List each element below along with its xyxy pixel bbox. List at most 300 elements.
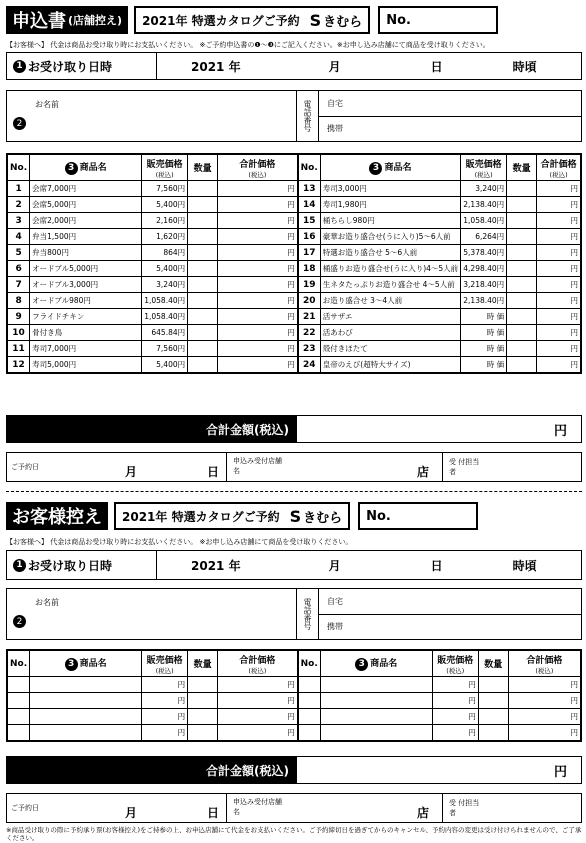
grand-total-field[interactable] bbox=[297, 416, 581, 442]
step-2-icon: 2 bbox=[13, 117, 26, 130]
item-name: 弁当800円 bbox=[30, 245, 142, 261]
order-number-label: No. bbox=[386, 12, 411, 28]
col-total-label: 合計価格 bbox=[540, 159, 577, 170]
item-name-field[interactable] bbox=[320, 677, 432, 693]
item-qty-field[interactable] bbox=[188, 213, 218, 229]
item-qty-field[interactable] bbox=[188, 197, 218, 213]
item-qty-field[interactable] bbox=[507, 197, 537, 213]
copy-reserve-month: 月 bbox=[125, 806, 138, 820]
item-qty-field[interactable] bbox=[188, 181, 218, 197]
item-total-field[interactable]: 円 bbox=[508, 693, 580, 709]
item-qty-field[interactable] bbox=[507, 357, 537, 373]
copy-grand-total-label: 合計金額(税込) bbox=[7, 757, 297, 783]
col-product-label: 商品名 bbox=[79, 659, 107, 670]
col-price-2 bbox=[432, 651, 478, 677]
home-phone-label: 自宅 bbox=[327, 98, 343, 108]
col-qty-2: 数量 bbox=[478, 651, 508, 677]
item-price: 1,058.40円 bbox=[142, 293, 188, 309]
reserve-date-label: ご予約日 bbox=[11, 463, 39, 471]
table-header bbox=[8, 155, 581, 181]
item-total-field[interactable]: 円 bbox=[537, 277, 581, 293]
item-total-field[interactable]: 円 bbox=[537, 293, 581, 309]
item-price-field[interactable]: 円 bbox=[142, 677, 188, 693]
item-no: 6 bbox=[8, 261, 30, 277]
kimura-logo bbox=[290, 507, 343, 526]
copy-table-header bbox=[8, 651, 581, 677]
col-price-label: 販売価格 bbox=[146, 159, 183, 170]
col-qty-2: 数量 bbox=[507, 155, 537, 181]
item-price: 7,560円 bbox=[142, 181, 188, 197]
item-no: 8 bbox=[8, 293, 30, 309]
copy-store-label: 申込み受付店舗名 bbox=[233, 798, 282, 816]
col-total-label: 合計価格 bbox=[526, 655, 563, 666]
item-price-field[interactable]: 円 bbox=[142, 709, 188, 725]
step-3-icon: 3 bbox=[65, 162, 78, 175]
item-total-field[interactable]: 円 bbox=[218, 357, 298, 373]
item-no: 7 bbox=[8, 277, 30, 293]
copy-pickup-label: お受け取り日時 bbox=[28, 558, 113, 573]
col-product bbox=[30, 651, 142, 677]
item-qty-field[interactable] bbox=[507, 325, 537, 341]
copy-reception-footer bbox=[6, 793, 582, 823]
item-no: 10 bbox=[8, 325, 30, 341]
item-price: 5,378.40円 bbox=[461, 245, 507, 261]
item-name: 弁当1,500円 bbox=[30, 229, 142, 245]
col-total-2 bbox=[508, 651, 580, 677]
item-no: 21 bbox=[298, 309, 321, 325]
item-no: 18 bbox=[298, 261, 321, 277]
item-price: 時 価 bbox=[461, 341, 507, 357]
col-no: No. bbox=[8, 651, 30, 677]
table-row bbox=[8, 709, 581, 725]
item-name: 生ネタたっぷりお造り盛合せ 4〜5人前 bbox=[320, 277, 460, 293]
item-no-field[interactable] bbox=[8, 725, 30, 741]
col-product-label: 商品名 bbox=[370, 659, 398, 670]
table-row bbox=[8, 693, 581, 709]
item-price: 3,240円 bbox=[461, 181, 507, 197]
table-row bbox=[8, 261, 581, 277]
item-name: 桶ちらし980円 bbox=[320, 213, 460, 229]
item-price: 6,264円 bbox=[461, 229, 507, 245]
item-name-field[interactable] bbox=[320, 693, 432, 709]
store-field[interactable] bbox=[227, 453, 443, 481]
reserve-date-field[interactable] bbox=[7, 453, 227, 481]
item-name: お造り盛合せ 3〜4人前 bbox=[320, 293, 460, 309]
copy-number-box[interactable] bbox=[358, 502, 478, 530]
step-3-icon: 3 bbox=[369, 162, 382, 175]
step-1-icon: 1 bbox=[13, 559, 26, 572]
pickup-row[interactable] bbox=[6, 52, 582, 80]
item-price: 5,400円 bbox=[142, 261, 188, 277]
store-label: 申込み受付店舗名 bbox=[233, 457, 282, 475]
col-total-sub: (税込) bbox=[248, 666, 267, 675]
item-price: 1,058.40円 bbox=[142, 309, 188, 325]
col-product-2 bbox=[320, 155, 460, 181]
item-no: 4 bbox=[8, 229, 30, 245]
item-name: 殻付きほたて bbox=[320, 341, 460, 357]
item-total-field[interactable]: 円 bbox=[218, 677, 298, 693]
form-tag bbox=[6, 6, 128, 34]
item-qty-field[interactable] bbox=[188, 229, 218, 245]
item-total-field[interactable]: 円 bbox=[508, 725, 580, 741]
reception-footer bbox=[6, 452, 582, 482]
item-qty-field[interactable] bbox=[478, 709, 508, 725]
item-qty-field[interactable] bbox=[478, 677, 508, 693]
order-number-box[interactable] bbox=[378, 6, 498, 34]
item-price: 5,400円 bbox=[142, 197, 188, 213]
col-total-label: 合計価格 bbox=[239, 159, 276, 170]
step-3-icon: 3 bbox=[65, 658, 78, 671]
col-price-2 bbox=[461, 155, 507, 181]
staff-field[interactable] bbox=[443, 453, 581, 481]
item-qty-field[interactable] bbox=[188, 341, 218, 357]
item-name: 活サザエ bbox=[320, 309, 460, 325]
catalog-title-box bbox=[134, 6, 370, 34]
table-row bbox=[8, 181, 581, 197]
item-total-field[interactable]: 円 bbox=[218, 181, 298, 197]
item-name: 会席7,000円 bbox=[30, 181, 142, 197]
item-no: 9 bbox=[8, 309, 30, 325]
copy-reserve-date-field[interactable] bbox=[7, 794, 227, 822]
item-total-field[interactable]: 円 bbox=[218, 277, 298, 293]
item-total-field[interactable]: 円 bbox=[218, 213, 298, 229]
item-price: 2,138.40円 bbox=[461, 197, 507, 213]
copy-home-phone-field[interactable] bbox=[319, 589, 581, 615]
customer-info-row bbox=[6, 90, 582, 142]
pickup-year: 2021 年 bbox=[191, 59, 241, 74]
pickup-label: お受け取り日時 bbox=[28, 59, 113, 74]
item-total-field[interactable]: 円 bbox=[218, 693, 298, 709]
item-name: 寿司1,980円 bbox=[320, 197, 460, 213]
col-qty: 数量 bbox=[188, 155, 218, 181]
kimura-logo bbox=[310, 11, 363, 30]
item-no-field[interactable] bbox=[298, 725, 321, 741]
item-qty-field[interactable] bbox=[188, 325, 218, 341]
col-product-label: 商品名 bbox=[79, 163, 107, 174]
order-table bbox=[6, 153, 582, 374]
item-qty-field[interactable] bbox=[188, 309, 218, 325]
item-no: 15 bbox=[298, 213, 321, 229]
item-price: 時 価 bbox=[461, 325, 507, 341]
col-price bbox=[142, 155, 188, 181]
item-no: 20 bbox=[298, 293, 321, 309]
item-name-field[interactable] bbox=[320, 709, 432, 725]
item-price-field[interactable]: 円 bbox=[142, 725, 188, 741]
item-no-field[interactable] bbox=[8, 709, 30, 725]
copy-number-label: No. bbox=[366, 508, 391, 524]
item-name: オードブル980円 bbox=[30, 293, 142, 309]
item-name: オードブル5,000円 bbox=[30, 261, 142, 277]
table-row bbox=[8, 677, 581, 693]
form-title: 申込書 bbox=[12, 11, 66, 32]
copy-staff-label: 受 付担当者 bbox=[449, 799, 480, 817]
logo-text: きむら bbox=[303, 510, 343, 526]
item-price: 2,160円 bbox=[142, 213, 188, 229]
col-price bbox=[142, 651, 188, 677]
item-name: 活あわび bbox=[320, 325, 460, 341]
item-price-field[interactable]: 円 bbox=[432, 677, 478, 693]
item-total-field[interactable]: 円 bbox=[537, 341, 581, 357]
item-name-field[interactable] bbox=[30, 693, 142, 709]
item-name: 桶盛りお造り盛合せ(うに入り)4〜5人前 bbox=[320, 261, 460, 277]
copy-store-field[interactable] bbox=[227, 794, 443, 822]
item-no: 23 bbox=[298, 341, 321, 357]
item-total-field[interactable]: 円 bbox=[218, 725, 298, 741]
col-price-label: 販売価格 bbox=[465, 159, 502, 170]
item-total-field[interactable]: 円 bbox=[218, 197, 298, 213]
item-no: 17 bbox=[298, 245, 321, 261]
item-name-field[interactable] bbox=[30, 709, 142, 725]
col-total-label: 合計価格 bbox=[239, 655, 276, 666]
item-qty-field[interactable] bbox=[188, 357, 218, 373]
copy-tag bbox=[6, 502, 108, 530]
item-total-field[interactable]: 円 bbox=[537, 261, 581, 277]
form-subtitle: (店舗控え) bbox=[68, 14, 123, 27]
copy-staff-field[interactable] bbox=[443, 794, 581, 822]
item-qty-field[interactable] bbox=[507, 293, 537, 309]
item-qty-field[interactable] bbox=[507, 277, 537, 293]
copy-name-label: お名前 bbox=[35, 598, 59, 607]
item-qty-field[interactable] bbox=[188, 677, 218, 693]
item-qty-field[interactable] bbox=[507, 229, 537, 245]
table-row bbox=[8, 245, 581, 261]
col-price-label: 販売価格 bbox=[146, 655, 183, 666]
reserve-month: 月 bbox=[125, 465, 138, 479]
copy-pickup-month: 月 bbox=[328, 558, 341, 573]
item-no-field[interactable] bbox=[298, 677, 321, 693]
home-phone-field[interactable] bbox=[319, 91, 581, 117]
col-no: No. bbox=[8, 155, 30, 181]
item-qty-field[interactable] bbox=[507, 213, 537, 229]
table-row bbox=[8, 197, 581, 213]
item-no: 16 bbox=[298, 229, 321, 245]
item-qty-field[interactable] bbox=[188, 277, 218, 293]
table-row bbox=[8, 213, 581, 229]
item-total-field[interactable]: 円 bbox=[218, 229, 298, 245]
col-no-2: No. bbox=[298, 651, 321, 677]
copy-pickup-row[interactable] bbox=[6, 550, 582, 580]
item-total-field[interactable]: 円 bbox=[218, 341, 298, 357]
item-total-field[interactable]: 円 bbox=[537, 357, 581, 373]
item-total-field[interactable]: 円 bbox=[218, 309, 298, 325]
col-product-2 bbox=[320, 651, 432, 677]
item-qty-field[interactable] bbox=[188, 293, 218, 309]
table-row bbox=[8, 309, 581, 325]
item-total-field[interactable]: 円 bbox=[508, 709, 580, 725]
item-no-field[interactable] bbox=[8, 677, 30, 693]
item-no: 22 bbox=[298, 325, 321, 341]
col-total-sub: (税込) bbox=[535, 666, 554, 675]
item-total-field[interactable]: 円 bbox=[218, 293, 298, 309]
copy-catalog-title-box bbox=[114, 502, 350, 530]
logo-mark: S bbox=[289, 506, 302, 526]
item-qty-field[interactable] bbox=[507, 181, 537, 197]
item-name: 特選お造り盛合せ 5〜6人前 bbox=[320, 245, 460, 261]
copy-grand-total-field[interactable] bbox=[297, 757, 581, 783]
table-row bbox=[8, 725, 581, 741]
item-qty-field[interactable] bbox=[478, 725, 508, 741]
copy-home-phone-label: 自宅 bbox=[327, 596, 343, 606]
col-total bbox=[218, 155, 298, 181]
mobile-phone-field[interactable] bbox=[319, 117, 581, 142]
item-no: 13 bbox=[298, 181, 321, 197]
item-price: 時 価 bbox=[461, 357, 507, 373]
item-qty-field[interactable] bbox=[507, 261, 537, 277]
col-price-sub: (税込) bbox=[155, 666, 174, 675]
item-no: 11 bbox=[8, 341, 30, 357]
copy-pickup-day: 日 bbox=[430, 558, 443, 573]
item-no: 2 bbox=[8, 197, 30, 213]
item-qty-field[interactable] bbox=[188, 261, 218, 277]
col-price-sub: (税込) bbox=[155, 170, 174, 179]
copy-pickup-label-cell bbox=[7, 551, 157, 579]
item-total-field[interactable]: 円 bbox=[218, 709, 298, 725]
item-no-field[interactable] bbox=[8, 693, 30, 709]
copy-phone-label: 電話番号 bbox=[297, 589, 319, 639]
copy-title: お客様控え bbox=[12, 507, 102, 528]
col-price-sub: (税込) bbox=[474, 170, 493, 179]
step-1-icon: 1 bbox=[13, 60, 26, 73]
staff-label: 受 付担当者 bbox=[449, 458, 480, 476]
col-total-2 bbox=[537, 155, 581, 181]
logo-mark: S bbox=[309, 10, 322, 30]
item-qty-field[interactable] bbox=[507, 245, 537, 261]
item-name: 皇帝のえび(超特大サイズ) bbox=[320, 357, 460, 373]
copy-store-suffix: 店 bbox=[417, 806, 430, 820]
item-name: 会席2,000円 bbox=[30, 213, 142, 229]
col-total-sub: (税込) bbox=[549, 170, 568, 179]
col-total bbox=[218, 651, 298, 677]
item-name: フライドチキン bbox=[30, 309, 142, 325]
item-no: 12 bbox=[8, 357, 30, 373]
item-price: 7,560円 bbox=[142, 341, 188, 357]
step-2-icon: 2 bbox=[13, 615, 26, 628]
copy-mobile-phone-field[interactable] bbox=[319, 615, 581, 640]
item-price-field[interactable]: 円 bbox=[432, 693, 478, 709]
pickup-month: 月 bbox=[328, 59, 341, 74]
col-product bbox=[30, 155, 142, 181]
item-total-field[interactable]: 円 bbox=[537, 197, 581, 213]
col-qty: 数量 bbox=[188, 651, 218, 677]
name-field[interactable] bbox=[7, 91, 297, 141]
item-total-field[interactable]: 円 bbox=[218, 325, 298, 341]
item-qty-field[interactable] bbox=[188, 245, 218, 261]
item-price: 1,058.40円 bbox=[461, 213, 507, 229]
item-name: オードブル3,000円 bbox=[30, 277, 142, 293]
item-qty-field[interactable] bbox=[188, 709, 218, 725]
copy-grand-total-unit: 円 bbox=[553, 765, 567, 780]
item-no: 1 bbox=[8, 181, 30, 197]
item-total-field[interactable]: 円 bbox=[508, 677, 580, 693]
pickup-time: 時頃 bbox=[512, 59, 537, 74]
item-price: 864円 bbox=[142, 245, 188, 261]
copy-header bbox=[6, 502, 478, 530]
table-row bbox=[8, 357, 581, 373]
item-qty-field[interactable] bbox=[188, 725, 218, 741]
item-no: 3 bbox=[8, 213, 30, 229]
item-no: 19 bbox=[298, 277, 321, 293]
logo-text: きむら bbox=[323, 14, 363, 30]
item-name-field[interactable] bbox=[30, 725, 142, 741]
item-total-field[interactable]: 円 bbox=[537, 213, 581, 229]
grand-total-bar bbox=[6, 415, 582, 443]
item-price: 2,138.40円 bbox=[461, 293, 507, 309]
item-name-field[interactable] bbox=[30, 677, 142, 693]
name-label: お名前 bbox=[35, 100, 59, 109]
disclaimer-text: ※商品受け取りの際に予約承り票(お客様控え)をご持参の上、お申込店舗にて代金をお支払いください。ご予約締切日を過ぎてからのキャンセル、予約内容の変更は受け付けられませんので、ご了承ください。 bbox=[6, 826, 582, 842]
item-name: 豪華お造り盛合せ(うに入り)5〜6人前 bbox=[320, 229, 460, 245]
item-no-field[interactable] bbox=[298, 709, 321, 725]
copy-pickup-time: 時頃 bbox=[512, 558, 537, 573]
copy-order-table bbox=[6, 649, 582, 742]
item-price: 5,400円 bbox=[142, 357, 188, 373]
copy-customer-note: 【お客様へ】 代金は商品お受け取り時にお支払いください。 ※お申し込み店舗にて商品を受け取りください。 bbox=[6, 538, 353, 546]
item-no: 24 bbox=[298, 357, 321, 373]
table-row bbox=[8, 293, 581, 309]
copy-grand-total-bar bbox=[6, 756, 582, 784]
cut-line bbox=[6, 491, 582, 492]
item-price: 時 価 bbox=[461, 309, 507, 325]
col-product-label: 商品名 bbox=[384, 163, 412, 174]
item-price-field[interactable]: 円 bbox=[142, 693, 188, 709]
item-qty-field[interactable] bbox=[188, 693, 218, 709]
item-total-field[interactable]: 円 bbox=[537, 181, 581, 197]
item-price-field[interactable]: 円 bbox=[432, 709, 478, 725]
item-total-field[interactable]: 円 bbox=[218, 261, 298, 277]
grand-total-label: 合計金額(税込) bbox=[7, 416, 297, 442]
col-price-sub: (税込) bbox=[446, 666, 465, 675]
item-name: 会席5,000円 bbox=[30, 197, 142, 213]
item-total-field[interactable]: 円 bbox=[537, 325, 581, 341]
copy-reserve-day: 日 bbox=[207, 806, 220, 820]
item-price: 645.84円 bbox=[142, 325, 188, 341]
table-row bbox=[8, 229, 581, 245]
item-no: 5 bbox=[8, 245, 30, 261]
item-price: 3,218.40円 bbox=[461, 277, 507, 293]
col-no-2: No. bbox=[298, 155, 321, 181]
item-no-field[interactable] bbox=[298, 693, 321, 709]
pickup-day: 日 bbox=[430, 59, 443, 74]
item-name: 寿司7,000円 bbox=[30, 341, 142, 357]
grand-total-unit: 円 bbox=[553, 424, 567, 439]
store-suffix: 店 bbox=[417, 465, 430, 479]
item-no: 14 bbox=[298, 197, 321, 213]
item-total-field[interactable]: 円 bbox=[218, 245, 298, 261]
item-price-field[interactable]: 円 bbox=[432, 725, 478, 741]
copy-catalog-title: 2021年 特選カタログご予約 bbox=[122, 509, 280, 524]
item-total-field[interactable]: 円 bbox=[537, 309, 581, 325]
copy-name-field[interactable] bbox=[7, 589, 297, 639]
catalog-title: 2021年 特選カタログご予約 bbox=[142, 13, 300, 28]
col-price-label: 販売価格 bbox=[437, 655, 474, 666]
item-name-field[interactable] bbox=[320, 725, 432, 741]
order-header bbox=[6, 6, 498, 34]
item-name: 骨付き鳥 bbox=[30, 325, 142, 341]
item-price: 1,620円 bbox=[142, 229, 188, 245]
copy-reserve-date-label: ご予約日 bbox=[11, 804, 39, 812]
item-qty-field[interactable] bbox=[507, 341, 537, 357]
phone-label: 電話番号 bbox=[297, 91, 319, 141]
table-row bbox=[8, 325, 581, 341]
item-name: 寿司3,000円 bbox=[320, 181, 460, 197]
mobile-phone-label: 携帯 bbox=[327, 124, 343, 134]
pickup-label-cell bbox=[7, 53, 157, 79]
item-price: 4,298.40円 bbox=[461, 261, 507, 277]
item-qty-field[interactable] bbox=[507, 309, 537, 325]
item-qty-field[interactable] bbox=[478, 693, 508, 709]
item-total-field[interactable]: 円 bbox=[537, 245, 581, 261]
item-total-field[interactable]: 円 bbox=[537, 229, 581, 245]
